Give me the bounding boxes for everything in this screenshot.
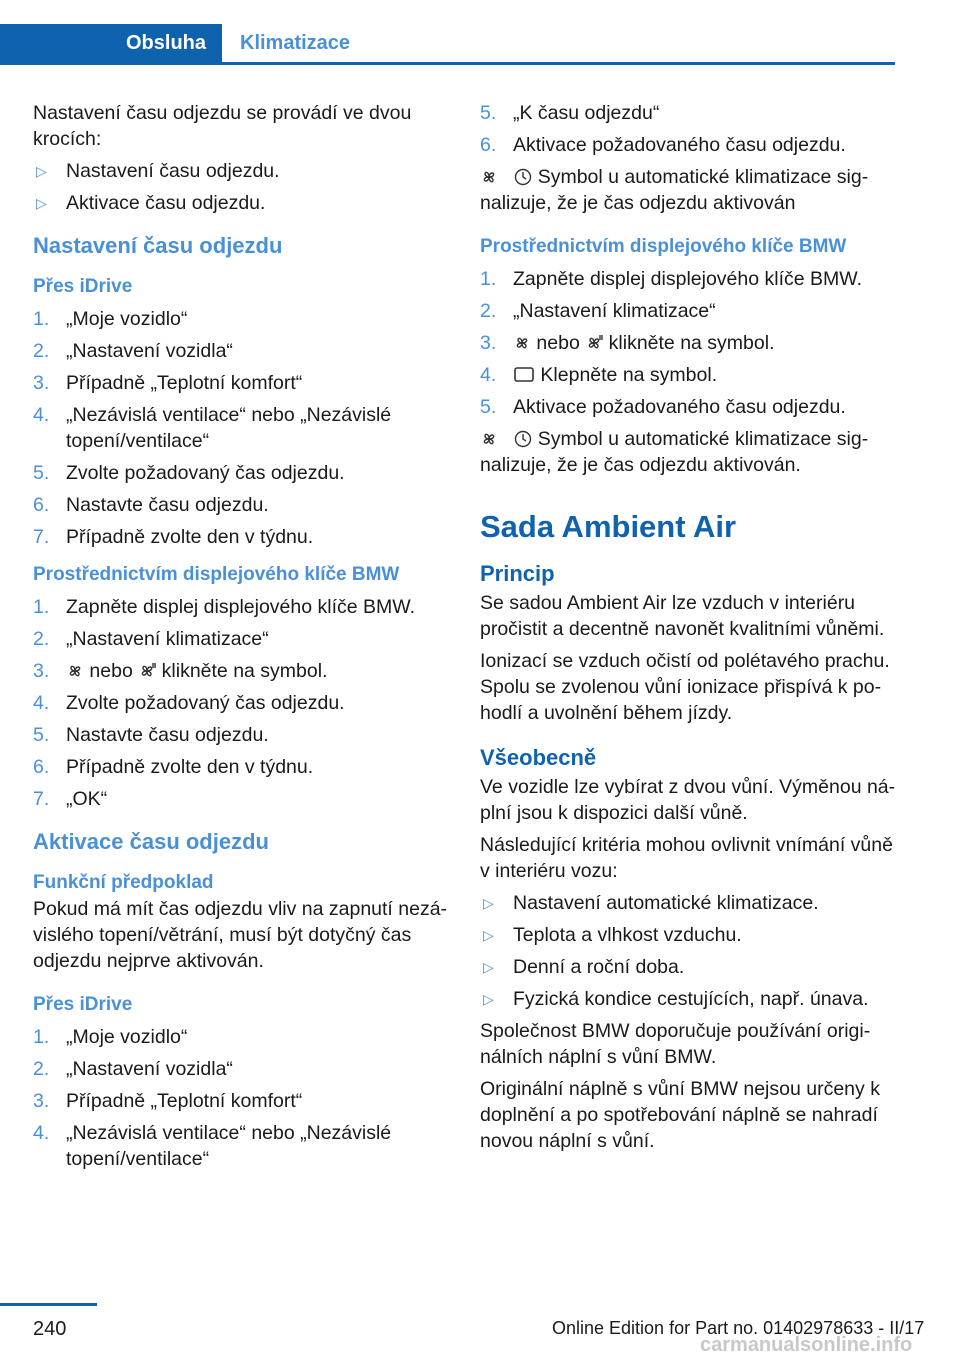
- fan-icon: [66, 662, 84, 680]
- clock-icon: [514, 168, 532, 186]
- general-paragraph-3: Společnost BMW doporučuje používání origi‐nálních náplní s vůní BMW.: [480, 1020, 871, 1068]
- triangle-bullet-icon: ▷: [36, 163, 47, 179]
- tab-obsluha[interactable]: [0, 24, 222, 62]
- list-item: 2. „Nastavení vozidla“: [33, 1058, 233, 1080]
- triangle-bullet-icon: ▷: [483, 895, 494, 911]
- edition-info: Online Edition for Part no. 01402978633 - II/17: [552, 1318, 925, 1338]
- symbol-note-1: Symbol u automatické klimatizace sig‐nalizuje, že je čas odjezdu aktivován: [480, 166, 869, 214]
- list-item: 5. Aktivace požadovaného času odjezdu.: [480, 396, 846, 418]
- triangle-bullet-icon: ▷: [483, 927, 494, 943]
- page-header: [0, 24, 895, 65]
- idrive-steps-2-cont: [480, 100, 898, 158]
- list-item: ▷ Teplota a vlhkost vzduchu.: [483, 924, 742, 946]
- list-item: 1. Zapněte displej displejového klíče BMW.: [33, 596, 416, 618]
- general-paragraph-2: Následující kritéria mohou ovlivnit vnímání vůně v interiéru vozu:: [480, 834, 893, 882]
- princip-paragraph-2: Ionizací se vzduch očistí od polétavého prachu. Spolu se zvolenou vůní ionizace přispívá k po‐hodlí a uvolnění během jízdy.: [480, 650, 890, 724]
- tab-obsluha-label: Obsluha: [125, 31, 206, 54]
- list-item: 3. Případně „Teplotní komfort“: [33, 372, 303, 394]
- list-item: 1. „Moje vozidlo“: [33, 1026, 188, 1048]
- intro-text: Nastavení času odjezdu se provádí ve dvou krocích:: [33, 102, 412, 150]
- triangle-bullet-icon: ▷: [36, 195, 47, 211]
- tab-klimatizace[interactable]: [240, 24, 350, 62]
- list-item: ▷ Nastavení času odjezdu.: [36, 160, 280, 182]
- symbol-note-2: Symbol u automatické klimatizace sig‐nalizuje, že je čas odjezdu aktivován.: [480, 428, 869, 476]
- prerequisite-text: Pokud má mít čas odjezdu vliv na zapnutí nezá‐vislého topení/větrání, musí být dotyčný čas odjezdu nejprve aktivován.: [33, 898, 448, 972]
- subheading-idrive-2: Přes iDrive: [33, 994, 133, 1015]
- display-key-activate-steps: [480, 266, 898, 420]
- list-item: 6. Nastavte času odjezdu.: [33, 494, 269, 516]
- fan-heat-icon: [585, 334, 603, 352]
- section-title-set-departure: Nastavení času odjezdu: [33, 233, 283, 258]
- list-item: 4. „Nezávislá ventilace“ nebo „Nezávislé topení/ventilace“: [33, 404, 392, 452]
- list-item: 3. Případně „Teplotní komfort“: [33, 1090, 303, 1112]
- list-item: 7. Případně zvolte den v týdnu.: [33, 526, 314, 548]
- idrive-steps: [33, 306, 448, 550]
- list-item: 3. nebo klikněte na symbol.: [480, 332, 775, 354]
- list-item: ▷ Nastavení automatické klimatizace.: [483, 892, 819, 914]
- list-item: 1. Zapněte displej displejového klíče BMW.: [480, 268, 863, 290]
- list-item: 2. „Nastavení klimatizace“: [480, 300, 716, 322]
- subheading-prerequisite: Funkční předpoklad: [33, 872, 214, 893]
- list-item: 5. Zvolte požadovaný čas odjezdu.: [33, 462, 345, 484]
- list-item: 5. „K času odjezdu“: [480, 102, 660, 124]
- list-item: 6. Případně zvolte den v týdnu.: [33, 756, 314, 778]
- list-item: 2. „Nastavení klimatizace“: [33, 628, 269, 650]
- criteria-list: [480, 890, 898, 1012]
- list-item: ▷ Denní a roční doba.: [483, 956, 685, 978]
- fan-icon: [480, 168, 498, 186]
- list-item: 5. Nastavte času odjezdu.: [33, 724, 269, 746]
- page-number: 240: [33, 1318, 67, 1340]
- list-item: 4. Zvolte požadovaný čas odjezdu.: [33, 692, 345, 714]
- left-column: [33, 100, 448, 1178]
- general-paragraph-4: Originální náplně s vůní BMW nejsou určeny k doplnění a po spotřebování náplně se nahradí novou náplní s vůní.: [480, 1078, 880, 1152]
- fan-icon: [513, 334, 531, 352]
- watermark: carmanualsonline.info: [700, 1334, 913, 1356]
- subheading-idrive: Přes iDrive: [33, 276, 133, 297]
- fan-heat-icon: [138, 662, 156, 680]
- list-item: ▷ Aktivace času odjezdu.: [36, 192, 266, 214]
- princip-paragraph-1: Se sadou Ambient Air lze vzduch v interiéru pročistit a decentně navonět kvalitními vůněmi.: [480, 592, 885, 640]
- heading-princip: Princip: [480, 561, 555, 586]
- list-item: 3. nebo klikněte na symbol.: [33, 660, 328, 682]
- subheading-display-key: Prostřednictvím displejového klíče BMW: [33, 564, 400, 585]
- tab-klimatizace-label: Klimatizace: [240, 31, 351, 54]
- list-item: 7. „OK“: [33, 788, 108, 810]
- idrive-steps-2: [33, 1024, 448, 1172]
- chapter-title: Sada Ambient Air: [480, 509, 737, 544]
- list-item: 1. „Moje vozidlo“: [33, 308, 188, 330]
- right-column: [480, 100, 898, 1160]
- fan-icon: [480, 430, 498, 448]
- list-item: 6. Aktivace požadovaného času odjezdu.: [480, 134, 846, 156]
- heading-general: Všeobecně: [480, 745, 597, 770]
- list-item: ▷ Fyzická kondice cestujících, např. únava.: [483, 988, 869, 1010]
- list-item: 2. „Nastavení vozidla“: [33, 340, 233, 362]
- list-item: 4. Klepněte na symbol.: [480, 364, 718, 386]
- subheading-display-key-2: Prostřednictvím displejového klíče BMW: [480, 236, 847, 257]
- section-title-activate-departure: Aktivace času odjezdu: [33, 829, 269, 854]
- footer-rule: [0, 1303, 97, 1306]
- triangle-bullet-icon: ▷: [483, 959, 494, 975]
- display-key-steps: [33, 594, 448, 812]
- intro-steps: [33, 158, 448, 216]
- screen-icon: [513, 366, 535, 384]
- clock-icon: [514, 430, 532, 448]
- list-item: 4. „Nezávislá ventilace“ nebo „Nezávislé topení/ventilace“: [33, 1122, 392, 1170]
- general-paragraph-1: Ve vozidle lze vybírat z dvou vůní. Výměnou ná‐plní jsou k dispozici další vůně.: [480, 776, 896, 824]
- triangle-bullet-icon: ▷: [483, 991, 494, 1007]
